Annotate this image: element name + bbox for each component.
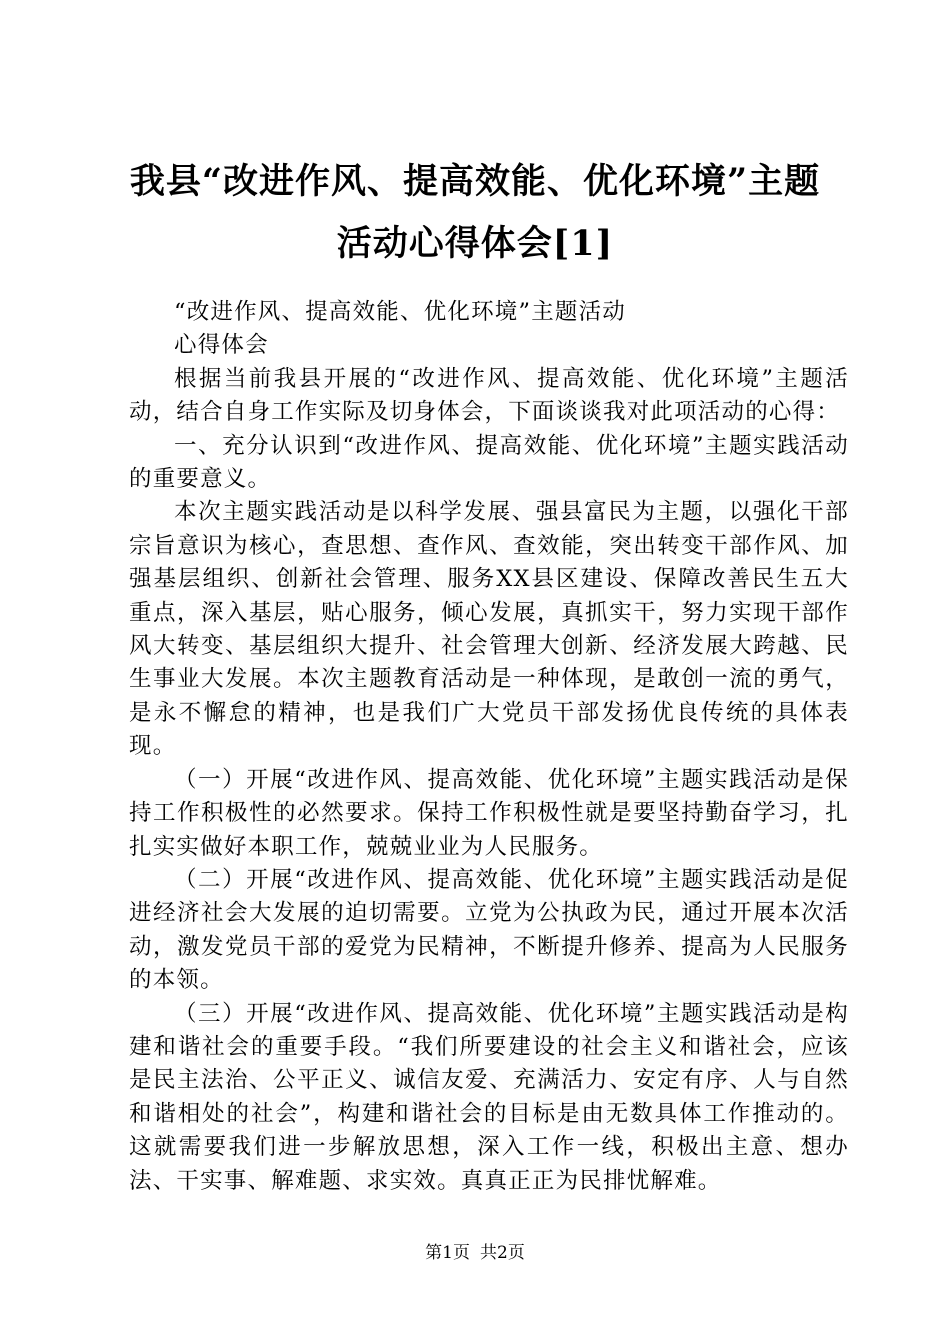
subtitle-line2: 心得体会 — [174, 332, 269, 359]
page-total: 共2页 — [480, 1243, 525, 1263]
paragraph-intro: 根据当前我县开展的“改进作风、提高效能、优化环境”主题活动，结合自身工作实际及切身体会，下面谈谈我对此项活动的心得： — [129, 365, 849, 426]
page-footer — [0, 1242, 950, 1264]
document-title-line1: 我县“改进作风、提高效能、优化环境”主题 — [129, 161, 821, 202]
paragraph-section-heading: 一、充分认识到“改进作风、提高效能、优化环境”主题实践活动的重要意义。 — [129, 432, 849, 493]
document-body — [129, 296, 849, 1198]
paragraph-significance: 本次主题实践活动是以科学发展、强县富民为主题，以强化干部宗旨意识为核心，查思想、查作风、查效能，突出转变干部作风、加强基层组织、创新社会管理、服务XX县区建设、保障改善民生五大重点，深入基层，贴心服务，倾心发展，真抓实干，努力实现干部作风大转变、基层组织大提升、社会管理大创新、经济发展大跨越、民生事业大发展。本次主题教育活动是一种体现，是敢创一流的勇气，是永不懈怠的精神，也是我们广大党员干部发扬优良传统的具体表现。 — [129, 499, 849, 760]
subtitle-line1: “改进作风、提高效能、优化环境”主题活动 — [174, 299, 627, 325]
paragraph-point-1: （一）开展“改进作风、提高效能、优化环境”主题实践活动是保持工作积极性的必然要求。保持工作积极性就是要坚持勤奋学习，扎扎实实做好本职工作，兢兢业业为人民服务。 — [129, 766, 849, 860]
document-title-line2: 活动心得体会[1] — [336, 223, 614, 264]
paragraph-point-3: （三）开展“改进作风、提高效能、优化环境”主题实践活动是构建和谐社会的重要手段。“我们所要建设的社会主义和谐社会，应该是民主法治、公平正义、诚信友爱、充满活力、安定有序、人与自然和谐相处的社会”，构建和谐社会的目标是由无数具体工作推动的。这就需要我们进一步解放思想，深入工作一线，积极出主意、想办法、干实事、解难题、求实效。真真正正为民排忧解难。 — [129, 1000, 849, 1194]
page-number: 第1页 — [425, 1243, 470, 1263]
paragraph-point-2: （二）开展“改进作风、提高效能、优化环境”主题实践活动是促进经济社会大发展的迫切需要。立党为公执政为民，通过开展本次活动，激发党员干部的爱党为民精神，不断提升修养、提高为人民服务的本领。 — [129, 866, 849, 994]
